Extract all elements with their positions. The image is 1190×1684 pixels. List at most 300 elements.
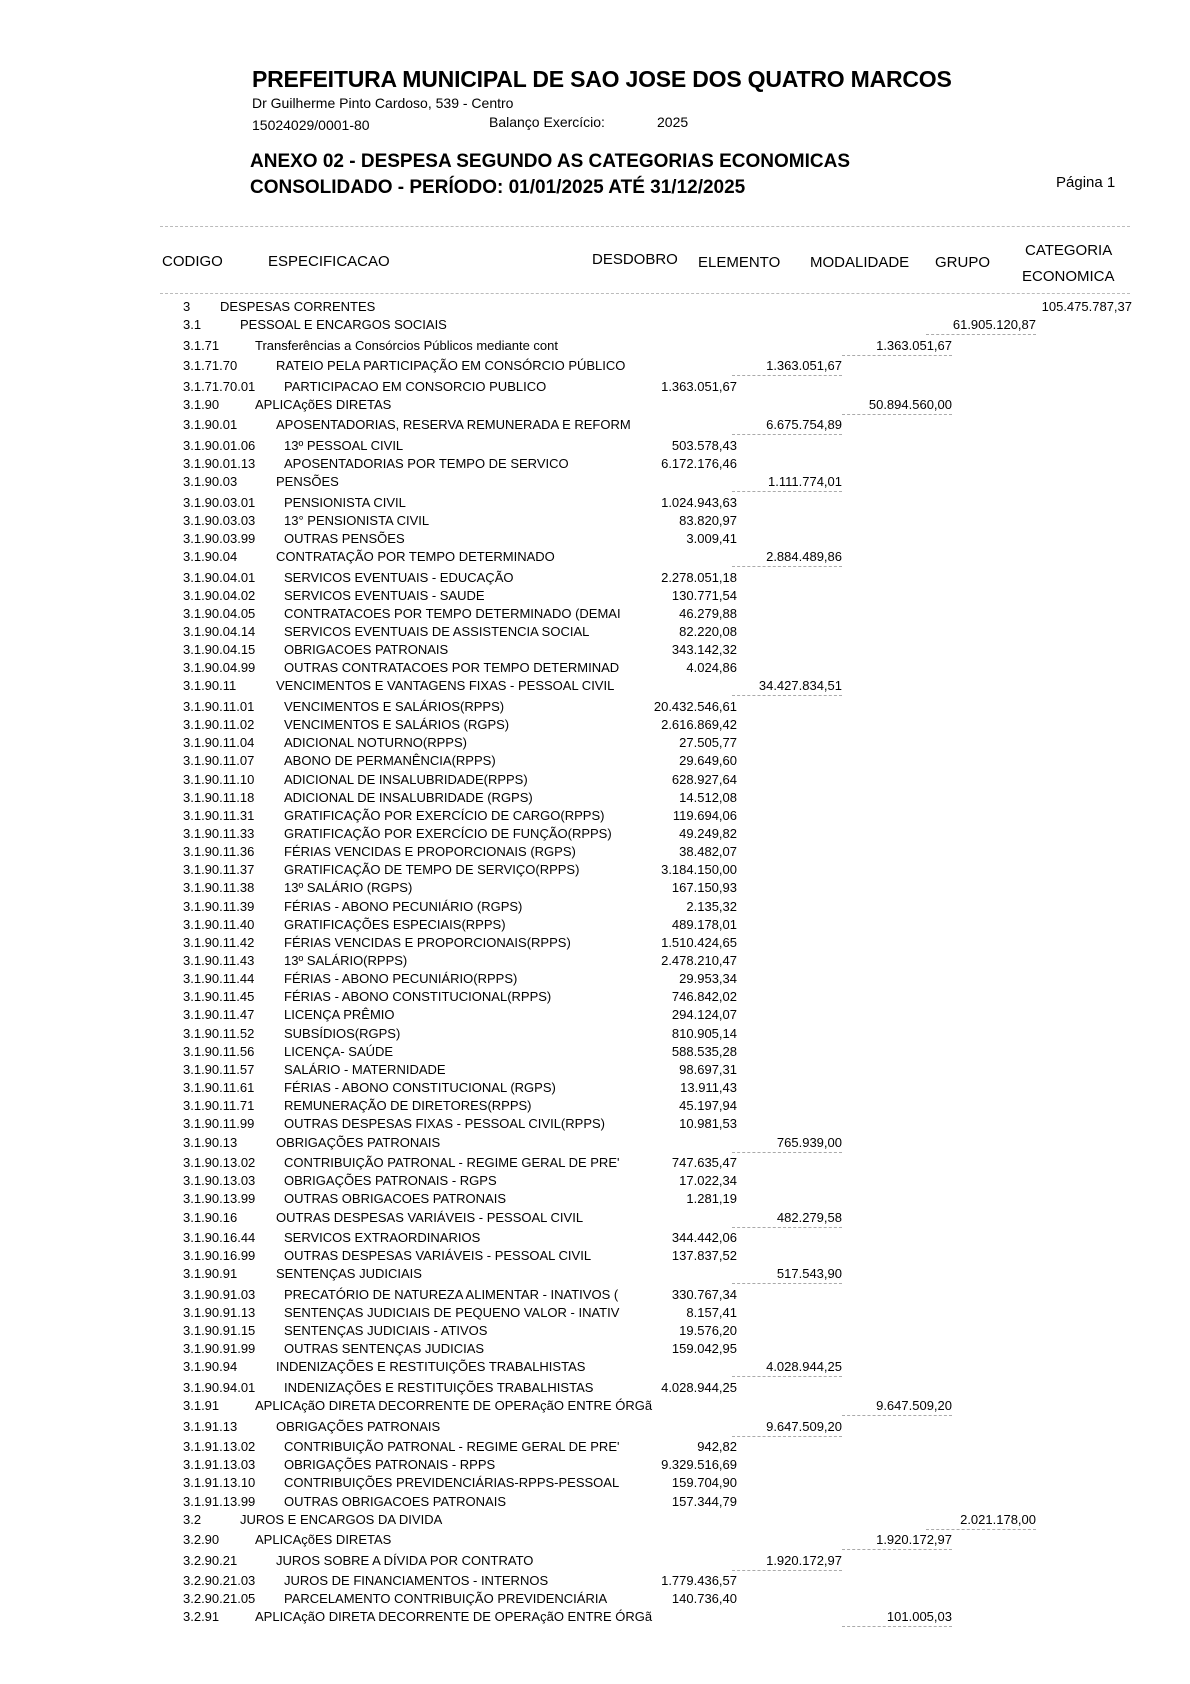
row-value-modalidade: 50.894.560,00 (842, 397, 952, 415)
row-value-desdobro: 8.157,41 (686, 1305, 737, 1320)
row-description: PARCELAMENTO CONTRIBUIÇÃO PREVIDENCIÁRIA (284, 1591, 608, 1606)
row-description: ADICIONAL DE INSALUBRIDADE (RGPS) (284, 790, 533, 805)
row-description: OBRIGAÇÕES PATRONAIS (276, 1135, 441, 1150)
table-row (0, 1512, 1190, 1530)
row-code: 3.1.90.03.01 (183, 495, 256, 510)
row-value-desdobro: 49.249,82 (679, 826, 737, 841)
row-description: APLICAçãO DIRETA DECORRENTE DE OPERAçãO ENTRE ÓRGã (255, 1609, 653, 1624)
table-row (0, 379, 1190, 397)
table-row (0, 1210, 1190, 1228)
row-value-desdobro: 6.172.176,46 (661, 456, 737, 471)
row-code: 3.1.90.11.56 (183, 1044, 255, 1059)
table-row (0, 1287, 1190, 1305)
table-row (0, 699, 1190, 717)
table-row (0, 513, 1190, 531)
row-value-elemento: 34.427.834,51 (732, 678, 842, 696)
table-row (0, 606, 1190, 624)
row-code: 3.1.90.03.03 (183, 513, 256, 528)
row-value-desdobro: 4.028.944,25 (661, 1380, 737, 1395)
row-code: 3.1.90.94.01 (183, 1380, 256, 1395)
table-row (0, 971, 1190, 989)
row-description: RATEIO PELA PARTICIPAÇÃO EM CONSÓRCIO PÚBLICO (276, 358, 626, 373)
page-title: PREFEITURA MUNICIPAL DE SAO JOSE DOS QUATRO MARCOS (252, 66, 952, 92)
row-value-desdobro: 20.432.546,61 (653, 699, 737, 714)
row-code: 3.1.90.04.99 (183, 660, 256, 675)
row-value-categoria: 105.475.787,37 (1041, 299, 1132, 314)
row-value-desdobro: 27.505,77 (679, 735, 737, 750)
row-code: 3.1.90.16 (183, 1210, 238, 1225)
table-row (0, 735, 1190, 753)
row-description: SENTENÇAS JUDICIAIS (276, 1266, 422, 1281)
table-row (0, 1359, 1190, 1377)
table-row (0, 1573, 1190, 1591)
row-value-desdobro: 13.911,43 (680, 1080, 737, 1095)
row-value-grupo: 2.021.178,00 (926, 1512, 1036, 1530)
table-row (0, 397, 1190, 415)
row-value-desdobro: 119.694,06 (672, 808, 737, 823)
row-description: OUTRAS DESPESAS VARIÁVEIS - PESSOAL CIVIL (284, 1248, 592, 1263)
row-value-desdobro: 4.024,86 (686, 660, 737, 675)
row-description: OUTRAS SENTENÇAS JUDICIAS (284, 1341, 485, 1356)
table-row (0, 899, 1190, 917)
row-description: LICENÇA- SAÚDE (284, 1044, 394, 1059)
table-row (0, 417, 1190, 435)
row-code: 3.1.90.11.99 (183, 1116, 255, 1131)
row-code: 3.1.90.11.02 (183, 717, 255, 732)
row-code: 3.1.90.91.99 (183, 1341, 256, 1356)
row-code: 3.1.90.91.13 (183, 1305, 256, 1320)
row-value-desdobro: 2.135,32 (686, 899, 737, 914)
table-row (0, 338, 1190, 356)
row-value-desdobro: 159.042,95 (671, 1341, 737, 1356)
table-row (0, 717, 1190, 735)
row-code: 3.1.90.91 (183, 1266, 238, 1281)
row-value-desdobro: 14.512,08 (679, 790, 737, 805)
row-description: VENCIMENTOS E VANTAGENS FIXAS - PESSOAL CIVIL (276, 678, 615, 693)
row-code: 3.1.90.11.04 (183, 735, 255, 750)
row-value-desdobro: 489.178,01 (671, 917, 737, 932)
table-row (0, 880, 1190, 898)
row-value-desdobro: 3.009,41 (686, 531, 737, 546)
row-description: OUTRAS PENSÕES (284, 531, 405, 546)
row-value-desdobro: 140.736,40 (671, 1591, 737, 1606)
row-code: 3.1.90.01 (183, 417, 238, 432)
row-code: 3.2 (183, 1512, 202, 1527)
table-row (0, 1609, 1190, 1627)
page-number: Página 1 (1056, 174, 1116, 191)
row-value-elemento: 1.920.172,97 (732, 1553, 842, 1571)
row-code: 3.1.90.13.99 (183, 1191, 256, 1206)
row-code: 3.1.90.11 (183, 678, 237, 693)
row-value-desdobro: 503.578,43 (671, 438, 737, 453)
row-value-desdobro: 746.842,02 (671, 989, 737, 1004)
table-row (0, 1135, 1190, 1153)
table-row (0, 917, 1190, 935)
row-code: 3.1.90.11.10 (183, 772, 255, 787)
row-value-desdobro: 157.344,79 (671, 1494, 737, 1509)
row-code: 3.1.90.11.36 (183, 844, 255, 859)
table-row (0, 1116, 1190, 1134)
table-row (0, 1553, 1190, 1571)
row-code: 3.1 (183, 317, 202, 332)
row-value-desdobro: 29.953,34 (679, 971, 737, 986)
row-code: 3 (183, 299, 191, 314)
row-value-desdobro: 130.771,54 (671, 588, 737, 603)
row-value-desdobro: 343.142,32 (671, 642, 737, 657)
row-description: GRATIFICAÇÃO DE TEMPO DE SERVIÇO(RPPS) (284, 862, 580, 877)
row-value-elemento: 1.363.051,67 (732, 358, 842, 376)
row-description: SENTENÇAS JUDICIAIS - ATIVOS (284, 1323, 488, 1338)
row-description: OBRIGAÇÕES PATRONAIS (276, 1419, 441, 1434)
report-subtitle: ANEXO 02 - DESPESA SEGUNDO AS CATEGORIAS ECONOMICAS (250, 151, 850, 172)
row-value-desdobro: 1.281,19 (686, 1191, 737, 1206)
row-description: INDENIZAÇÕES E RESTITUIÇÕES TRABALHISTAS (276, 1359, 586, 1374)
table-row (0, 1230, 1190, 1248)
table-row (0, 753, 1190, 771)
row-description: VENCIMENTOS E SALÁRIOS(RPPS) (284, 699, 505, 714)
row-description: PENSIONISTA CIVIL (284, 495, 406, 510)
table-row (0, 1475, 1190, 1493)
row-description: FÉRIAS - ABONO PECUNIÁRIO (RGPS) (284, 899, 523, 914)
row-value-modalidade: 101.005,03 (842, 1609, 952, 1627)
table-row (0, 1080, 1190, 1098)
table-row (0, 1341, 1190, 1359)
row-code: 3.1.90.11.40 (183, 917, 255, 932)
row-description: GRATIFICAÇÕES ESPECIAIS(RPPS) (284, 917, 506, 932)
row-description: OBRIGACOES PATRONAIS (284, 642, 449, 657)
row-value-desdobro: 137.837,52 (671, 1248, 737, 1263)
table-row (0, 1439, 1190, 1457)
col-economica: ECONOMICA (1022, 268, 1115, 285)
row-description: CONTRATAÇÃO POR TEMPO DETERMINADO (276, 549, 555, 564)
table-row (0, 1026, 1190, 1044)
row-description: OUTRAS OBRIGACOES PATRONAIS (284, 1191, 506, 1206)
row-value-desdobro: 167.150,93 (671, 880, 737, 895)
row-code: 3.1.90.11.01 (183, 699, 255, 714)
table-row (0, 1248, 1190, 1266)
table-row (0, 1173, 1190, 1191)
row-value-desdobro: 17.022,34 (679, 1173, 737, 1188)
row-value-desdobro: 3.184.150,00 (661, 862, 737, 877)
row-description: DESPESAS CORRENTES (220, 299, 376, 314)
row-code: 3.2.91 (183, 1609, 220, 1624)
table-row (0, 862, 1190, 880)
row-code: 3.1.90.04.01 (183, 570, 256, 585)
row-description: PRECATÓRIO DE NATUREZA ALIMENTAR - INATIVOS ( (284, 1287, 619, 1302)
row-value-desdobro: 82.220,08 (679, 624, 737, 639)
row-code: 3.1.90.11.39 (183, 899, 255, 914)
row-description: APLICAçãO DIRETA DECORRENTE DE OPERAçãO ENTRE ÓRGã (255, 1398, 653, 1413)
row-description: INDENIZAÇÕES E RESTITUIÇÕES TRABALHISTAS (284, 1380, 594, 1395)
row-value-modalidade: 9.647.509,20 (842, 1398, 952, 1416)
row-value-desdobro: 83.820,97 (679, 513, 737, 528)
row-code: 3.1.91.13.03 (183, 1457, 256, 1472)
table-row (0, 549, 1190, 567)
row-description: FÉRIAS VENCIDAS E PROPORCIONAIS (RGPS) (284, 844, 576, 859)
table-row (0, 642, 1190, 660)
row-value-desdobro: 29.649,60 (679, 753, 737, 768)
table-row (0, 531, 1190, 549)
row-code: 3.1.90.01.06 (183, 438, 256, 453)
row-description: 13º SALÁRIO (RGPS) (284, 880, 413, 895)
row-code: 3.1.90.04.05 (183, 606, 256, 621)
row-code: 3.1.90.04 (183, 549, 238, 564)
row-code: 3.1.90.03.99 (183, 531, 256, 546)
row-value-desdobro: 2.278.051,18 (661, 570, 737, 585)
row-code: 3.2.90 (183, 1532, 220, 1547)
table-row (0, 1305, 1190, 1323)
col-desdobro: DESDOBRO (592, 251, 678, 268)
row-code: 3.1.90.04.15 (183, 642, 256, 657)
table-row (0, 456, 1190, 474)
row-description: SERVICOS EVENTUAIS - SAUDE (284, 588, 485, 603)
row-code: 3.1.71.70 (183, 358, 238, 373)
row-value-desdobro: 9.329.516,69 (661, 1457, 737, 1472)
row-description: CONTRATACOES POR TEMPO DETERMINADO (DEMAI (284, 606, 621, 621)
row-description: SUBSÍDIOS(RGPS) (284, 1026, 401, 1041)
row-description: JUROS E ENCARGOS DA DIVIDA (240, 1512, 443, 1527)
balanco-label: Balanço Exercício: (489, 114, 605, 130)
col-especificacao: ESPECIFICACAO (268, 253, 390, 270)
row-value-desdobro: 38.482,07 (679, 844, 737, 859)
row-code: 3.1.90.94 (183, 1359, 238, 1374)
row-description: OUTRAS OBRIGACOES PATRONAIS (284, 1494, 506, 1509)
table-row (0, 989, 1190, 1007)
row-value-desdobro: 10.981,53 (679, 1116, 737, 1131)
row-code: 3.1.71.70.01 (183, 379, 256, 394)
row-code: 3.1.90.11.31 (183, 808, 255, 823)
table-row (0, 1419, 1190, 1437)
row-value-desdobro: 1.510.424,65 (661, 935, 737, 950)
row-description: SERVICOS EVENTUAIS DE ASSISTENCIA SOCIAL (284, 624, 590, 639)
row-code: 3.2.90.21.03 (183, 1573, 256, 1588)
row-code: 3.1.90.16.44 (183, 1230, 256, 1245)
row-description: SERVICOS EXTRAORDINARIOS (284, 1230, 481, 1245)
row-description: LICENÇA PRÊMIO (284, 1007, 395, 1022)
row-description: OBRIGAÇÕES PATRONAIS - RPPS (284, 1457, 496, 1472)
row-description: GRATIFICAÇÃO POR EXERCÍCIO DE FUNÇÃO(RPPS) (284, 826, 612, 841)
row-description: OUTRAS CONTRATACOES POR TEMPO DETERMINAD (284, 660, 620, 675)
row-code: 3.1.90.03 (183, 474, 238, 489)
table-row (0, 678, 1190, 696)
row-code: 3.1.71 (183, 338, 220, 353)
table-row (0, 1591, 1190, 1609)
row-description: 13º PESSOAL CIVIL (284, 438, 404, 453)
row-value-desdobro: 628.927,64 (671, 772, 737, 787)
row-code: 3.1.90.11.42 (183, 935, 255, 950)
row-code: 3.1.90.11.52 (183, 1026, 255, 1041)
table-row (0, 1398, 1190, 1416)
row-value-modalidade: 1.920.172,97 (842, 1532, 952, 1550)
row-value-elemento: 1.111.774,01 (732, 474, 842, 492)
row-code: 3.1.90.11.33 (183, 826, 255, 841)
table-row (0, 1494, 1190, 1512)
table-row (0, 1062, 1190, 1080)
row-description: FÉRIAS - ABONO CONSTITUCIONAL (RGPS) (284, 1080, 556, 1095)
row-code: 3.1.91.13.02 (183, 1439, 256, 1454)
table-row (0, 624, 1190, 642)
table-row (0, 772, 1190, 790)
table-row (0, 1323, 1190, 1341)
table-row (0, 935, 1190, 953)
row-description: OBRIGAÇÕES PATRONAIS - RGPS (284, 1173, 497, 1188)
row-description: PESSOAL E ENCARGOS SOCIAIS (240, 317, 447, 332)
row-code: 3.1.90.11.61 (183, 1080, 255, 1095)
table-row (0, 438, 1190, 456)
row-value-elemento: 2.884.489,86 (732, 549, 842, 567)
row-value-desdobro: 46.279,88 (679, 606, 737, 621)
row-description: GRATIFICAÇÃO POR EXERCÍCIO DE CARGO(RPPS) (284, 808, 605, 823)
col-codigo: CODIGO (162, 253, 223, 270)
table-row (0, 1532, 1190, 1550)
table-row (0, 317, 1190, 335)
row-value-desdobro: 1.779.436,57 (661, 1573, 737, 1588)
row-value-grupo: 61.905.120,87 (926, 317, 1036, 335)
row-code: 3.2.90.21 (183, 1553, 238, 1568)
col-elemento: ELEMENTO (698, 254, 781, 271)
table-row (0, 570, 1190, 588)
row-value-elemento: 9.647.509,20 (732, 1419, 842, 1437)
row-value-desdobro: 2.478.210,47 (661, 953, 737, 968)
table-row (0, 826, 1190, 844)
table-row (0, 1380, 1190, 1398)
table-row (0, 358, 1190, 376)
row-code: 3.1.91.13 (183, 1419, 238, 1434)
row-value-desdobro: 45.197,94 (679, 1098, 737, 1113)
row-value-desdobro: 159.704,90 (671, 1475, 737, 1490)
address: Dr Guilherme Pinto Cardoso, 539 - Centro (252, 95, 514, 111)
row-description: ADICIONAL NOTURNO(RPPS) (284, 735, 467, 750)
row-description: Transferências a Consórcios Públicos mediante cont (255, 338, 558, 353)
row-value-desdobro: 1.024.943,63 (661, 495, 737, 510)
row-description: CONTRIBUIÇÃO PATRONAL - REGIME GERAL DE PRE' (284, 1439, 620, 1454)
row-code: 3.1.91.13.10 (183, 1475, 256, 1490)
table-row (0, 1457, 1190, 1475)
row-description: ABONO DE PERMANÊNCIA(RPPS) (284, 753, 496, 768)
row-value-desdobro: 1.363.051,67 (661, 379, 737, 394)
table-row (0, 1098, 1190, 1116)
table-row (0, 953, 1190, 971)
row-code: 3.1.91.13.99 (183, 1494, 256, 1509)
row-code: 3.2.90.21.05 (183, 1591, 256, 1606)
table-row (0, 1191, 1190, 1209)
row-description: FÉRIAS - ABONO CONSTITUCIONAL(RPPS) (284, 989, 552, 1004)
row-description: SENTENÇAS JUDICIAIS DE PEQUENO VALOR - INATIV (284, 1305, 620, 1320)
row-value-desdobro: 98.697,31 (679, 1062, 737, 1077)
report-period: CONSOLIDADO - PERÍODO: 01/01/2025 ATÉ 31/12/2025 (250, 177, 746, 198)
table-row (0, 1007, 1190, 1025)
table-row (0, 844, 1190, 862)
table-row (0, 474, 1190, 492)
table-row (0, 1155, 1190, 1173)
row-code: 3.1.90 (183, 397, 220, 412)
row-code: 3.1.90.04.02 (183, 588, 256, 603)
row-code: 3.1.90.11.18 (183, 790, 255, 805)
row-value-elemento: 765.939,00 (732, 1135, 842, 1153)
row-value-elemento: 517.543,90 (732, 1266, 842, 1284)
row-description: 13° PENSIONISTA CIVIL (284, 513, 430, 528)
row-description: SALÁRIO - MATERNIDADE (284, 1062, 446, 1077)
col-categoria: CATEGORIA (1025, 242, 1113, 259)
row-code: 3.1.90.11.57 (183, 1062, 255, 1077)
cnpj: 15024029/0001-80 (252, 117, 370, 133)
row-value-desdobro: 810.905,14 (671, 1026, 737, 1041)
row-description: APLICAçõES DIRETAS (255, 1532, 392, 1547)
row-code: 3.1.90.11.37 (183, 862, 255, 877)
row-value-desdobro: 747.635,47 (671, 1155, 737, 1170)
row-description: JUROS DE FINANCIAMENTOS - INTERNOS (284, 1573, 549, 1588)
row-description: ADICIONAL DE INSALUBRIDADE(RPPS) (284, 772, 528, 787)
row-value-elemento: 4.028.944,25 (732, 1359, 842, 1377)
row-code: 3.1.90.11.44 (183, 971, 255, 986)
row-description: VENCIMENTOS E SALÁRIOS (RGPS) (284, 717, 510, 732)
row-code: 3.1.90.11.47 (183, 1007, 255, 1022)
row-code: 3.1.90.91.03 (183, 1287, 256, 1302)
table-row (0, 299, 1190, 317)
row-description: OUTRAS DESPESAS VARIÁVEIS - PESSOAL CIVIL (276, 1210, 584, 1225)
row-value-desdobro: 942,82 (697, 1439, 737, 1454)
row-description: CONTRIBUIÇÕES PREVIDENCIÁRIAS-RPPS-PESSOAL (284, 1475, 620, 1490)
row-description: CONTRIBUIÇÃO PATRONAL - REGIME GERAL DE PRE' (284, 1155, 620, 1170)
row-description: REMUNERAÇÃO DE DIRETORES(RPPS) (284, 1098, 532, 1113)
row-code: 3.1.90.13.03 (183, 1173, 256, 1188)
row-value-modalidade: 1.363.051,67 (842, 338, 952, 356)
table-row (0, 588, 1190, 606)
row-code: 3.1.90.13.02 (183, 1155, 256, 1170)
row-code: 3.1.90.01.13 (183, 456, 256, 471)
row-description: OUTRAS DESPESAS FIXAS - PESSOAL CIVIL(RPPS) (284, 1116, 605, 1131)
row-value-elemento: 6.675.754,89 (732, 417, 842, 435)
row-value-desdobro: 19.576,20 (679, 1323, 737, 1338)
row-code: 3.1.90.91.15 (183, 1323, 256, 1338)
row-description: APOSENTADORIAS POR TEMPO DE SERVICO (284, 456, 569, 471)
row-value-desdobro: 294.124,07 (671, 1007, 737, 1022)
row-code: 3.1.90.13 (183, 1135, 238, 1150)
balanco-year: 2025 (657, 114, 689, 130)
row-description: PARTICIPACAO EM CONSORCIO PUBLICO (284, 379, 547, 394)
table-row (0, 1266, 1190, 1284)
row-value-desdobro: 344.442,06 (671, 1230, 737, 1245)
row-code: 3.1.90.11.43 (183, 953, 255, 968)
row-value-desdobro: 2.616.869,42 (661, 717, 737, 732)
row-description: 13º SALÁRIO(RPPS) (284, 953, 408, 968)
col-grupo: GRUPO (935, 254, 991, 271)
row-description: APLICAçõES DIRETAS (255, 397, 392, 412)
row-code: 3.1.90.11.07 (183, 753, 255, 768)
row-value-desdobro: 330.767,34 (671, 1287, 737, 1302)
table-row (0, 495, 1190, 513)
table-row (0, 808, 1190, 826)
row-code: 3.1.90.16.99 (183, 1248, 256, 1263)
row-value-elemento: 482.279,58 (732, 1210, 842, 1228)
row-code: 3.1.90.04.14 (183, 624, 256, 639)
row-description: FÉRIAS VENCIDAS E PROPORCIONAIS(RPPS) (284, 935, 571, 950)
table-row (0, 660, 1190, 678)
row-description: FÉRIAS - ABONO PECUNIÁRIO(RPPS) (284, 971, 518, 986)
row-code: 3.1.90.11.38 (183, 880, 255, 895)
row-code: 3.1.90.11.71 (183, 1098, 255, 1113)
row-description: SERVICOS EVENTUAIS - EDUCAÇÃO (284, 570, 514, 585)
row-code: 3.1.91 (183, 1398, 220, 1413)
table-row (0, 790, 1190, 808)
row-code: 3.1.90.11.45 (183, 989, 255, 1004)
row-description: JUROS SOBRE A DÍVIDA POR CONTRATO (276, 1553, 534, 1568)
table-row (0, 1044, 1190, 1062)
row-description: PENSÕES (276, 474, 339, 489)
row-value-desdobro: 588.535,28 (671, 1044, 737, 1059)
col-modalidade: MODALIDADE (810, 254, 910, 271)
row-description: APOSENTADORIAS, RESERVA REMUNERADA E REFORM (276, 417, 631, 432)
